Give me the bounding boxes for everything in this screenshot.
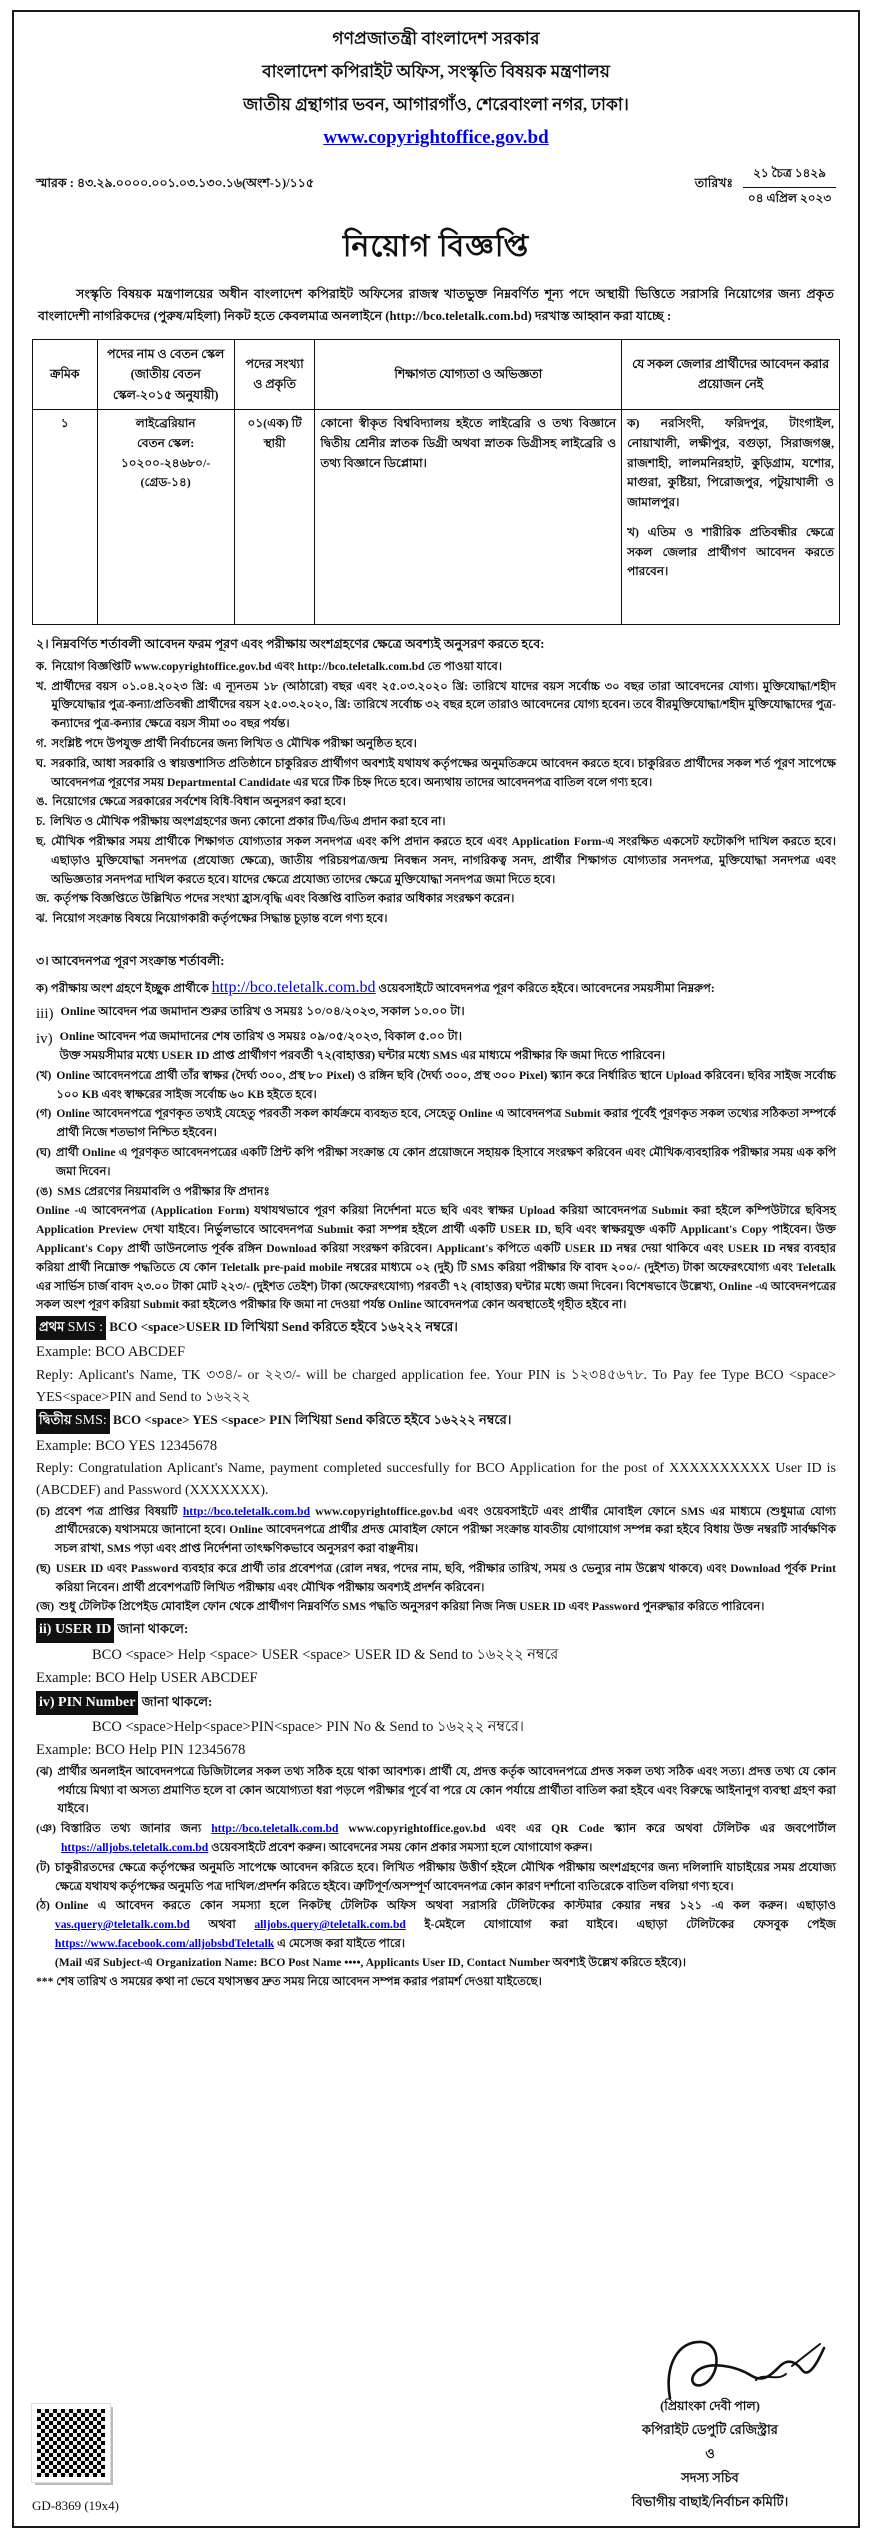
post-count: ০১(এক) টি	[247, 415, 302, 430]
item-text: নিয়োগের ক্ষেত্রে সরকারের সর্বশেষ বিধি-বিধান অনুসরণ করা হবে।	[52, 795, 346, 809]
item-extra: www.copyrightoffice.gov.bd এবং	[348, 1822, 517, 1836]
address-line: জাতীয় গ্রন্থাগার ভবন, আগারগাঁও, শেরেবাংলা নগর, ঢাকা।	[243, 95, 629, 114]
item-marker: (জ)	[36, 1600, 55, 1614]
portal-link[interactable]: http://bco.teletalk.com.bd	[211, 1822, 339, 1836]
date-item	[36, 1002, 836, 1026]
cell-post	[97, 409, 234, 624]
item-marker: খ.	[36, 679, 47, 693]
sms-first-example: Example: BCO ABCDEF	[36, 1344, 186, 1361]
item-mid: এর QR Code স্ক্যান করে অথবা টেলিটক এর জবপোর্টাল	[526, 1822, 836, 1836]
qr-code-icon[interactable]	[32, 2404, 110, 2482]
pay-grade: (গ্রেড-১৪)	[140, 475, 191, 490]
date-label: তারিখঃ	[694, 176, 734, 190]
govt-line: গণপ্রজাতন্ত্রী বাংলাদেশ সরকার	[332, 29, 540, 48]
th-serial: ক্রমিক	[33, 340, 98, 410]
item-text: কর্তৃপক্ষ বিজ্ঞপ্তিতে উল্লিখিত পদের সংখ্যা হ্রাস/বৃদ্ধি এবং বিজ্ঞপ্তি বাতিল করার অধিকার সংরক্ষণ করেন।	[54, 892, 515, 906]
condition-item	[36, 833, 836, 889]
sms-second-reply: Reply: Congratulation Aplicant's Name, payment completed succesfully for BCO Application for the post of XXXXXXXXXX User ID is (ABCDEF) and Password (XXXXXXX).	[36, 1461, 836, 1498]
item-marker: (গ)	[36, 1107, 52, 1121]
item-marker: (ঠ)	[36, 1899, 50, 1913]
item-text: চাকুরীরতদের ক্ষেত্রে কর্তৃপক্ষের অনুমতি সাপেক্ষে আবেদন করিতে হবে। লিখিত পরীক্ষায় উত্তীর্ণ হইলে মৌখিক পরীক্ষায় অংশগ্রহণের জন্য দলিলাদি যাচাইয়ের সময় প্রযোজ্য ক্ষেত্রে যথাযথ কর্তৃপক্ষের অনুমতি পত্র দাখিল/প্রদর্শন করিতে হইবে। ত্রুটিপূর্ণ/অসম্পূর্ণ আবেদনপত্র কোন কারণ দর্শানো ব্যতিরেকে বাতিল বলিয়া গণ্য হবে।	[55, 1860, 836, 1893]
table-header-row	[33, 340, 840, 410]
item-marker: ছ.	[36, 834, 46, 848]
item-text: SMS প্রেরণের নিয়মাবলি ও পরীক্ষার ফি প্রদানঃ	[57, 1184, 270, 1198]
item-pre: প্রবেশ পত্র প্রাপ্তির বিষয়টি	[54, 1504, 178, 1518]
condition-item	[36, 658, 836, 677]
cell-education: কোনো স্বীকৃত বিশ্ববিদ্যালয় হইতে লাইব্রেরি ও তথ্য বিজ্ঞানে দ্বিতীয় শ্রেনীর স্নাতক ডিগ্রী অথবা স্নাতক ডিগ্রীসহ লাইব্রেরি ও তথ্য বিজ্ঞানে ডিপ্লোমা।	[315, 409, 622, 624]
post-nature: স্থায়ী	[263, 435, 286, 450]
date-note: উক্ত সময়সীমার মধ্যে USER ID প্রাপ্ত প্রার্থীগণ পরবর্তী ৭২(বাহাত্তর) ঘন্টার মধ্যে SMS এর মাধ্যমে পরীক্ষার ফি জমা দিতে পারিবেন।	[59, 1048, 666, 1063]
recovery-userid-line	[36, 1618, 836, 1642]
item-marker: (ঙ)	[36, 1184, 53, 1198]
item-text: USER ID এবং Password ব্যবহার করে প্রার্থী তার প্রবেশপত্র (রোল নম্বর, পদের নাম, ছবি, পরীক্ষার তারিখ, সময় ও ভেন্যুর নাম উল্লেখ থাকবে) এবং Download পূর্বক Print করিয়া নিবেন। প্রার্থী প্রবেশপত্রটি লিখিত পরীক্ষায় এবং মৌখিক পরীক্ষায় অবশ্যই প্রদর্শন করিবেন।	[55, 1561, 836, 1594]
apply-portal-link[interactable]: http://bco.teletalk.com.bd	[211, 978, 376, 996]
recovery-pin-after: জানা থাকলে:	[141, 1693, 213, 1709]
item-marker: ঙ.	[36, 795, 48, 809]
recovery-pin-format: BCO <space>Help<space>PIN<space> PIN No & Send to ১৬২২২ নম্বরে।	[92, 1718, 524, 1735]
apply-item	[36, 1144, 836, 1182]
item-text: মৌখিক পরীক্ষার সময় প্রার্থীকে শিক্ষাগত যোগ্যতার সকল সনদপত্র এবং কপি প্রদান করতে হবে এবং Application Form-এ সংরক্ষিত একসেট ফটোকপি দাখিল করতে হবে। এছাড়াও মুক্তিযোদ্ধা সনদপত্র (প্রযোজ্য ক্ষেত্রে), জাতীয় পরিচয়পত্র/জন্ম নিবন্ধন সনদ, নাগরিকত্ব সনদ, প্রার্থীর শিক্ষাগত যোগ্যতার সনদপত্র, মুক্তিযোদ্ধা সনদপত্র এবং অভিজ্ঞতার সনদপত্র দাখিল করতে হবে। যাদের ক্ষেত্রে প্রযোজ্য তাদের ক্ষেত্রে মুক্তিযোদ্ধা সনদপত্র জমা দিতে হবে।	[50, 834, 836, 886]
apply-item	[36, 1598, 836, 1617]
recovery-userid-badge: ii) USER ID	[36, 1618, 114, 1642]
item-pre: বিস্তারিত তথ্য জানার জন্য	[60, 1822, 202, 1836]
pay-scale: বেতন স্কেল: ১০২০০-২৪৬৮০/-	[120, 435, 211, 470]
item-marker: (খ)	[36, 1068, 52, 1082]
item-marker: চ.	[36, 815, 46, 829]
apply-item	[36, 1560, 836, 1598]
item-marker: (ঝ)	[36, 1764, 53, 1778]
apply-item	[36, 1067, 836, 1105]
condition-item	[36, 793, 836, 812]
qr-block	[32, 2404, 119, 2514]
recovery-userid-example: Example: BCO Help USER ABCDEF	[36, 1670, 258, 1687]
date-group	[695, 165, 836, 210]
memo-row	[32, 165, 840, 210]
support-email-1[interactable]: vas.query@teletalk.com.bd	[54, 1918, 190, 1932]
item-text: লিখিত ও মৌখিক পরীক্ষায় অংশগ্রহণের জন্য কোনো প্রকার টিএ/ডিএ প্রদান করা হবে না।	[50, 815, 446, 829]
sms-first-line	[36, 1316, 836, 1340]
support-email-2[interactable]: alljobs.query@teletalk.com.bd	[254, 1918, 406, 1932]
signer-conjunction: ও	[705, 2446, 715, 2461]
condition-item	[36, 813, 836, 832]
admit-card-item	[36, 1503, 836, 1559]
item-marker: (ছ)	[36, 1561, 51, 1575]
item-text: সরকারি, আধা সরকারি ও স্বায়ত্তশাসিত প্রতিষ্ঠানে চাকুরিরত প্রার্থীগণ অবশ্যই যথাযথ কর্তৃপক্ষের অনুমতিক্রমে আবেদন করতে হবে। চাকুরিরত প্রার্থীদের সকল শর্ত পূরণ সাপেক্ষে আবেদনপত্র পূরণের সময় Departmental Candidate এর ঘরে টিক চিহ্ন দিতে হবে। অন্যথায় তাদের আবেদনপত্র বাতিল বলে গণ্য হবে।	[51, 756, 836, 789]
item-text: শুধু টেলিটক প্রিপেইড মোবাইল ফোন থেকে প্রার্থীগণ নিম্নবর্ণিত SMS পদ্ধতি অনুসরণ করিয়া নিজ নিজ USER ID এবং Password পুনরুদ্ধার করিতে পারিবেন।	[59, 1600, 765, 1614]
item-mid: অথবা	[208, 1918, 236, 1932]
portal-link[interactable]: http://bco.teletalk.com.bd	[182, 1504, 311, 1518]
condition-item	[36, 890, 836, 909]
item-marker: ঝ.	[36, 912, 48, 926]
gd-number: GD-8369 (19x4)	[32, 2498, 120, 2513]
signer-role: কপিরাইট ডেপুটি রেজিস্ট্রার	[642, 2422, 778, 2437]
item-text: প্রার্থীদের বয়স ০১.০৪.২০২৩ খ্রি: এ ন্যূনতম ১৮ (আঠারো) বছর এবং ২৫.০৩.২০২০ খ্রি: তারিখে যাদের বয়স সর্বোচ্চ ৩০ বছর তারা আবেদনের যোগ্য। মুক্তিযোদ্ধা/শহীদ মুক্তিযোদ্ধার পুত্র-কন্যা/প্রতিবন্ধী প্রার্থীদের বয়স ২৫.০৩.২০২০, খ্রি: তারিখে সর্বোচ্চ ৩২ বছর হলে তারাও আবেদনের যোগ্য হবেন। তবে বীরমুক্তিযোদ্ধা/শহীদ মুক্তিযোদ্ধাদের পুত্র-কন্যাদের পুত্র-কন্যার ক্ষেত্রে বয়স সীমা ৩০ বছর পর্যন্ত।	[51, 679, 836, 731]
table-row	[33, 409, 840, 624]
item-post: ওয়েবসাইটে এবং প্রার্থীর মোবাইল ফোনে SMS এর মাধ্যমে (শুধুমাত্র যোগ্য প্রার্থীদেরকে) যথাসময়ে জানানো হবে। Online আবেদনপত্রে প্রার্থীর প্রদত্ত মোবাইল ফোনে পরীক্ষা সংক্রান্ত যাবতীয় যোগাযোগ সম্পন্ন করা হইবে বিধায় উক্ত নম্বরটি সার্বক্ষণিক সচল রাখা, SMS পড়া এবং প্রাপ্ত নির্দেশনা তাৎক্ষণিকভাবে অনুসরণ করা বাঞ্ছনীয়।	[54, 1504, 836, 1556]
committee-name: বিভাগীয় বাছাই/নির্বাচন কমিটি।	[631, 2494, 789, 2509]
date-marker: iii)	[36, 1005, 54, 1022]
districts-group-b: খ) এতিম ও শারীরিক প্রতিবন্ধীর ক্ষেত্রে সকল জেলার প্রার্থীগণ আবেদন করতে পারবেন।	[627, 524, 834, 579]
th-education: শিক্ষাগত যোগ্যতা ও অভিজ্ঞতা	[315, 340, 622, 410]
signature-icon	[660, 2336, 830, 2406]
condition-item	[36, 735, 836, 754]
cell-districts	[622, 409, 840, 624]
date-marker: iv)	[36, 1031, 53, 1048]
item-marker: গ.	[36, 737, 47, 751]
signer-name: (প্রিয়াংকা দেবী পাল)	[660, 2399, 760, 2413]
sms-second-example: Example: BCO YES 12345678	[36, 1437, 218, 1454]
item-marker: (ট)	[36, 1860, 51, 1874]
sms-first-format: BCO <space>USER ID লিখিয়া Send করিতে হইবে ১৬২২২ নম্বরে।	[109, 1319, 458, 1335]
item-marker: (ঞ)	[36, 1822, 56, 1836]
apply-website-item	[36, 975, 836, 1001]
th-districts: যে সকল জেলার প্রার্থীদের আবেদন করার প্রয়োজন নেই	[622, 340, 840, 410]
recovery-pin-example: Example: BCO Help PIN 12345678	[36, 1742, 246, 1759]
office-line: বাংলাদেশ কপিরাইট অফিস, সংস্কৃতি বিষয়ক মন্ত্রণালয়	[262, 62, 610, 81]
date-bangla: ২১ চৈত্র ১৪২৯	[743, 165, 836, 188]
memo-number: স্মারক : ৪৩.২৯.০০০০.০০১.০৩.১৩০.১৬(অংশ-১)/১১৫	[36, 176, 314, 190]
item-marker: (চ)	[36, 1504, 50, 1518]
alljobs-link[interactable]: https://alljobs.teletalk.com.bd	[60, 1841, 209, 1855]
item-text: সংশ্লিষ্ট পদে উপযুক্ত প্রার্থী নির্বাচনের জন্য লিখিত ও মৌখিক পরীক্ষা অনুষ্ঠিত হবে।	[51, 737, 417, 751]
vacancy-table	[32, 339, 840, 625]
condition-item	[36, 678, 836, 734]
signer-role-secondary: সদস্য সচিব	[681, 2470, 739, 2485]
date-item	[36, 1027, 836, 1066]
item-text: নিয়োগ সংক্রান্ত বিষয়ে নিয়োগকারী কর্তৃপক্ষের সিদ্ধান্ত চূড়ান্ত বলে গণ্য হবে।	[52, 912, 388, 926]
apply-item	[36, 1763, 836, 1819]
item-post: ওয়েবসাইটে প্রবেশ করুন। আবেদনের সময় কোন প্রকার সমস্যা হলে যোগাযোগ করুন।	[211, 1841, 593, 1855]
apply-item	[36, 1183, 836, 1202]
districts-group-a: ক) নরসিংদী, ফরিদপুর, টাংগাইল, নোয়াখালী, লক্ষীপুর, বগুড়া, সিরাজগঞ্জ, রাজশাহী, লালমনিরহাট, কুড়িগ্রাম, যশোর, মাগুরা, কুষ্টিয়া, পিরোজপুর, পটুয়াখালী ও জামালপুর।	[627, 415, 834, 510]
section-conditions	[32, 636, 840, 929]
final-advisory-text: *** শেষ তারিখ ও সময়ের কথা না ভেবে যথাসম্ভব দ্রুত সময় নিয়ে আবেদন সম্পন্ন করার পরামর্শ দেওয়া যাইতেছে।	[36, 1975, 542, 1989]
page-title: নিয়োগ বিজ্ঞপ্তি	[342, 230, 530, 263]
item-text: Online আবেদনপত্রে প্রার্থী তাঁর স্বাক্ষর (দৈর্ঘ্য ৩০০, প্রস্থ ৮০ Pixel) ও রঙ্গিন ছবি (দৈর্ঘ্য ৩০০, প্রস্থ ৩০০ Pixel) স্ক্যান করে নির্ধারিত স্থানে Upload করিবেন। ছবির সাইজ সর্বোচ্চ ১০০ KB এবং স্বাক্ষরের সাইজ সর্বোচ্চ ৬০ KB হইতে হবে।	[56, 1068, 836, 1101]
section2-heading: ২। নিম্নবর্ণিত শর্তাবলী আবেদন ফরম পূরণ এবং পরীক্ষায় অংশগ্রহণের ক্ষেত্রে অবশ্যই অনুসরণ করতে হবে:	[36, 636, 545, 651]
signature-block	[580, 2398, 840, 2514]
condition-item	[36, 910, 836, 929]
item-text: প্রার্থীর অনলাইন আবেদনপত্রে ডিজিটালের সকল তথ্য সঠিক হয়ে থাকা আবশ্যক। প্রার্থী যে, প্রদত্ত কর্তৃক আবেদনপত্রে প্রদত্ত সকল তথ্য সঠিক এবং সত্য। প্রদত্ত তথ্য যে কোন পর্যায়ে মিথ্যা বা অসত্য প্রমাণিত হলে বা কোন অযোগ্যতা ধরা পড়লে পরীক্ষার পূর্বে বা পরে যে কোন পর্যায়ে প্রার্থীতা বাতিল করা হইবে এবং বিরুদ্ধে আইনানুগ ব্যবস্থা গ্রহণ করা যাইবে।	[57, 1764, 836, 1816]
apply-item	[36, 1105, 836, 1143]
recovery-userid-after: জানা থাকলে:	[117, 1621, 189, 1637]
item-text: প্রার্থী Online এ পূরণকৃত আবেদনপত্রের একটি প্রিন্ট কপি পরীক্ষা সংক্রান্ত যে কোন প্রয়োজনে সহায়ক হিসাবে সংরক্ষণ করিবেন এবং মৌখিক/ব্যবহারিক পরীক্ষার সময় এক কপি জমা দিবেন।	[55, 1146, 836, 1178]
condition-item	[36, 755, 836, 793]
th-post-count: পদের সংখ্যা ও প্রকৃতি	[234, 340, 315, 410]
th-post-name: পদের নাম ও বেতন স্কেল (জাতীয় বেতন স্কেল-২০১৫ অনুযায়ী)	[97, 340, 234, 410]
date-text: Online আবেদন পত্র জমাদানের শেষ তারিখ ও সময়ঃ ০৯/০৫/২০২৩, বিকাল ৫.০০ টা।	[59, 1029, 463, 1044]
apply-post-text: ওয়েবসাইটে আবেদনপত্র পূরণ করিতে হইবে। আবেদনের সময়সীমা নিম্নরুপ:	[378, 981, 715, 995]
item-post: ই-মেইলে যোগাযোগ করা যাইবে। এছাড়া টেলিটকের ফেসবুক পেইজ	[424, 1918, 836, 1932]
sms-second-badge: দ্বিতীয় SMS:	[36, 1409, 110, 1433]
support-item	[36, 1897, 836, 1972]
item-marker: (ঘ)	[36, 1146, 51, 1160]
section-spacer	[32, 930, 840, 942]
website-link[interactable]: www.copyrightoffice.gov.bd	[323, 127, 549, 148]
section-application	[32, 953, 840, 1992]
qr-info-item	[36, 1820, 836, 1858]
intro-paragraph: সংস্কৃতি বিষয়ক মন্ত্রণালয়ের অধীন বাংলাদেশ কপিরাইট অফিসের রাজস্ব খাতভুক্ত নিম্নবর্ণিত শূন্য পদে অস্থায়ী ভিত্তিতে সরাসরি নিয়োগের জন্য প্রকৃত বাংলাদেশী নাগরিকদের (পুরুষ/মহিলা) নিকট হতে কেবলমাত্র অনলাইনে (http://bco.teletalk.com.bd) দরখাস্ত আহ্বান করা যাচ্ছে :	[38, 287, 834, 324]
date-text: Online আবেদন পত্র জমাদান শুরুর তারিখ ও সময়ঃ ১০/০৪/২০২৩, সকাল ১০.০০ টা।	[60, 1003, 465, 1018]
sms-second-line	[36, 1409, 836, 1433]
item-post2: এ মেসেজ করা যাইতে পারে।	[277, 1936, 406, 1950]
final-advisory	[36, 1973, 836, 1992]
recovery-pin-badge: iv) PIN Number	[36, 1691, 138, 1715]
item-marker: জ.	[36, 892, 50, 906]
item-marker: ঘ.	[36, 756, 47, 770]
item-pre: Online এ আবেদন করতে কোন সমস্যা হলে নিকটস্থ টেলিটক অফিস অথবা সরাসরি টেলিটকের কাস্টমার কেয়ার নম্বর ১২১ -এ কল করুন। এছাড়াও	[54, 1899, 836, 1913]
sms-first-badge: প্রথম SMS :	[36, 1316, 106, 1340]
facebook-link[interactable]: https://www.facebook.com/alljobsbdTeletalk	[54, 1936, 275, 1950]
document-footer	[32, 2398, 840, 2514]
recovery-userid-format: BCO <space> Help <space> USER <space> USER ID & Send to ১৬২২২ নম্বরে	[92, 1646, 559, 1663]
sms-instructions-paragraph	[36, 1202, 836, 1315]
date-stack	[743, 165, 836, 210]
document-header	[32, 26, 840, 149]
notice-frame	[12, 10, 860, 2528]
section3-heading: ৩। আবেদনপত্র পূরণ সংক্রান্ত শর্তাবলী:	[36, 953, 225, 968]
cell-count	[234, 409, 315, 624]
sms-second-format: BCO <space> YES <space> PIN লিখিয়া Send করিতে হইবে ১৬২২২ নম্বরে।	[113, 1412, 512, 1428]
item-marker: ক.	[36, 659, 48, 673]
date-gregorian: ০৪ এপ্রিল ২০২৩	[747, 191, 832, 205]
mail-subject-note: (Mail এর Subject-এ Organization Name: BCO Post Name ••••, Applicants User ID, Contact Number অবশ্যই উল্লেখ করিতে হইবে)।	[54, 1955, 687, 1969]
recovery-pin-line	[36, 1691, 836, 1715]
post-name: লাইব্রেরিয়ান	[135, 415, 196, 430]
cell-serial: ১	[33, 409, 98, 624]
sms-paragraph-text: Online -এ আবেদনপত্র (Application Form) যথাযথভাবে পূরণ করিয়া নির্দেশনা মতে ছবি এবং স্বাক্ষর Upload করিয়া আবেদনপত্র Submit করা হইলে কম্পিউটারে ছবিসহ Application Preview দেখা যাইবে। নির্ভুলভাবে আবেদনপত্র Submit করা সম্পন্ন হইলে প্রার্থী একটি USER ID, ছবি এবং স্বাক্ষরযুক্ত একটি Applicant's Copy পাইবেন। উক্ত Applicant's Copy প্রার্থী ডাউনলোড পূর্বক রঙ্গিন Download করিয়া সংরক্ষণ করিবেন। Applicant's কপিতে একটি USER ID নম্বর দেয়া থাকিবে এবং USER ID নম্বর ব্যবহার করিয়া প্রার্থী নিম্নোক্ত পদ্ধতিতে যে কোন Teletalk pre-paid mobile নম্বরের মাধ্যমে ০২ (দুই) টি SMS করিয়া পরীক্ষার ফি বাবদ ২০০/- (দুইশত) টাকা অফেরৎযোগ্য এবং Teletalk এর সার্ভিস চার্জ বাবদ ২৩.০০ টাকা মোট ২২৩/- (দুইশত তেইশ) টাকা (অফেরৎযোগ্য) পরবর্তী ৭২ (বাহাত্তর) ঘন্টার মধ্যে জমা দিবেন। বিশেষভাবে উল্লেখ্য, Online -এ আবেদনপত্রের সকল অংশ পূরণ করিয়া Submit করা হইলেও পরীক্ষার ফি জমা না দেওয়া পর্যন্ত Online আবেদনপত্র কোন অবস্থাতেই গৃহীত হইবে না।	[36, 1204, 836, 1312]
apply-item	[36, 1859, 836, 1897]
item-text: নিয়োগ বিজ্ঞপ্তিটি www.copyrightoffice.gov.bd এবং http://bco.teletalk.com.bd তে পাওয়া যাবে।	[52, 659, 502, 673]
item-extra: www.copyrightoffice.gov.bd এবং	[315, 1504, 479, 1518]
sms-first-reply: Reply: Aplicant's Name, TK ৩৩৪/- or ২২৩/- will be charged application fee. Your PIN is ১২৩৪৫৬৭৮. To Pay fee Type BCO <space> YES<space>PIN and Send to ১৬২২২	[36, 1367, 836, 1405]
apply-pre-text: ক) পরীক্ষায় অংশ গ্রহণে ইচ্ছুক প্রার্থীকে	[36, 981, 209, 995]
item-text: Online আবেদনপত্রে পূরণকৃত তথ্যই যেহেতু পরবর্তী সকল কার্যক্রমে ব্যবহৃত হবে, সেহেতু Online এ আবেদনপত্র Submit করার পূর্বেই পূরণকৃত সকল তথ্যের সঠিকতা সম্পর্কে প্রার্থী নিজে শতভাগ নিশ্চিত হইবেন।	[56, 1107, 836, 1140]
